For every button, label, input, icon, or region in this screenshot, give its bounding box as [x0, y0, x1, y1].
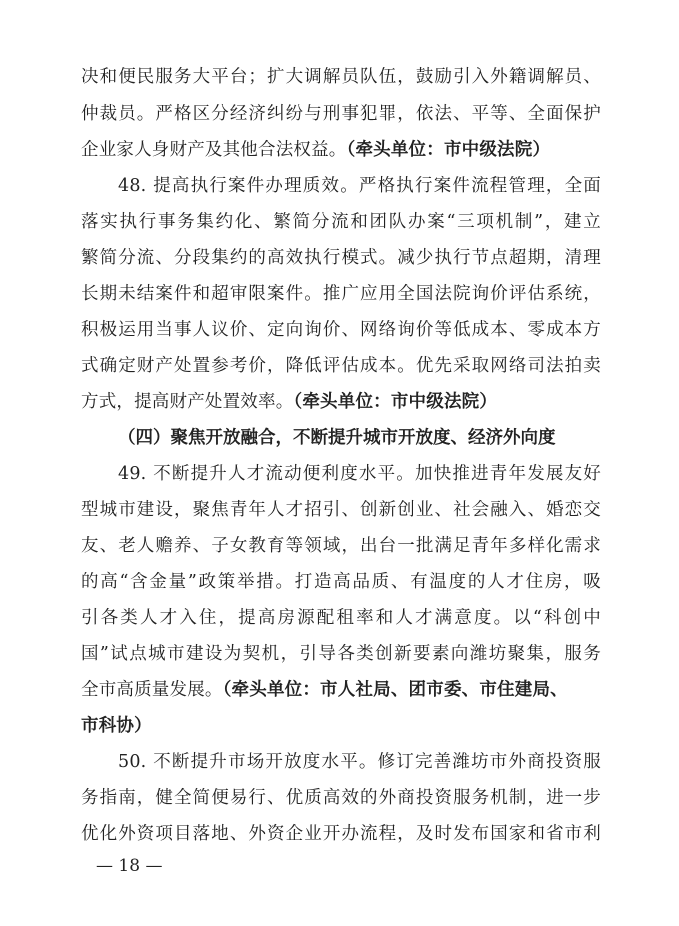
paragraph-line: 48. 提高执行案件办理质效。严格执行案件流程管理，全面: [118, 176, 601, 196]
lead-unit: （牵头单位：市中级法院）: [346, 140, 551, 160]
lead-unit: 市科协）: [81, 716, 152, 736]
paragraph-line: 长期未结案件和超审限案件。推广应用全国法院询价评估系统，: [81, 284, 601, 304]
lead-unit: （牵头单位：市中级法院）: [293, 392, 498, 412]
paragraph-line: 务指南，健全简便易行、优质高效的外商投资服务机制，进一步: [81, 788, 601, 808]
paragraph-line: 49. 不断提升人才流动便利度水平。加快推进青年发展友好: [118, 464, 601, 484]
paragraph-line: 引各类人才入住，提高房源配租率和人才满意度。以“科创中: [81, 608, 601, 628]
paragraph-line: [81, 139, 601, 161]
lead-unit: （牵头单位：市人社局、团市委、市住建局、: [222, 680, 568, 700]
paragraph-line: [81, 391, 601, 413]
paragraph-line: 优化外资项目落地、外资企业开办流程，及时发布国家和省市利: [81, 824, 601, 844]
section-heading: （四）聚焦开放融合，不断提升城市开放度、经济外向度: [118, 428, 556, 448]
paragraph-text: 企业家人身财产及其他合法权益。: [81, 140, 347, 160]
paragraph-line: 国”试点城市建设为契机，引导各类创新要素向潍坊聚集，服务: [81, 644, 601, 664]
paragraph-line: [81, 679, 601, 701]
paragraph-line: 落实执行事务集约化、繁简分流和团队办案“三项机制”，建立: [81, 212, 601, 232]
paragraph-line: 的高“含金量”政策举措。打造高品质、有温度的人才住房，吸: [81, 572, 601, 592]
paragraph-text: 全市高质量发展。: [81, 680, 223, 700]
paragraph-line: 决和便民服务大平台；扩大调解员队伍，鼓励引入外籍调解员、: [81, 67, 601, 87]
paragraph-line: 仲裁员。严格区分经济纠纷与刑事犯罪，依法、平等、全面保护: [81, 104, 601, 124]
paragraph-line: 积极运用当事人议价、定向询价、网络询价等低成本、零成本方: [81, 320, 601, 340]
paragraph-line: 型城市建设，聚焦青年人才招引、创新创业、社会融入、婚恋交: [81, 500, 601, 520]
paragraph-line: 繁简分流、分段集约的高效执行模式。减少执行节点超期，清理: [81, 248, 601, 268]
paragraph-line: 友、老人赡养、子女教育等领域，出台一批满足青年多样化需求: [81, 536, 601, 556]
page-number: — 18 —: [96, 856, 163, 876]
paragraph-text: 方式，提高财产处置效率。: [81, 392, 294, 412]
paragraph-line: 50. 不断提升市场开放度水平。修订完善潍坊市外商投资服: [118, 752, 601, 772]
paragraph-line: 式确定财产处置参考价，降低评估成本。优先采取网络司法拍卖: [81, 356, 601, 376]
